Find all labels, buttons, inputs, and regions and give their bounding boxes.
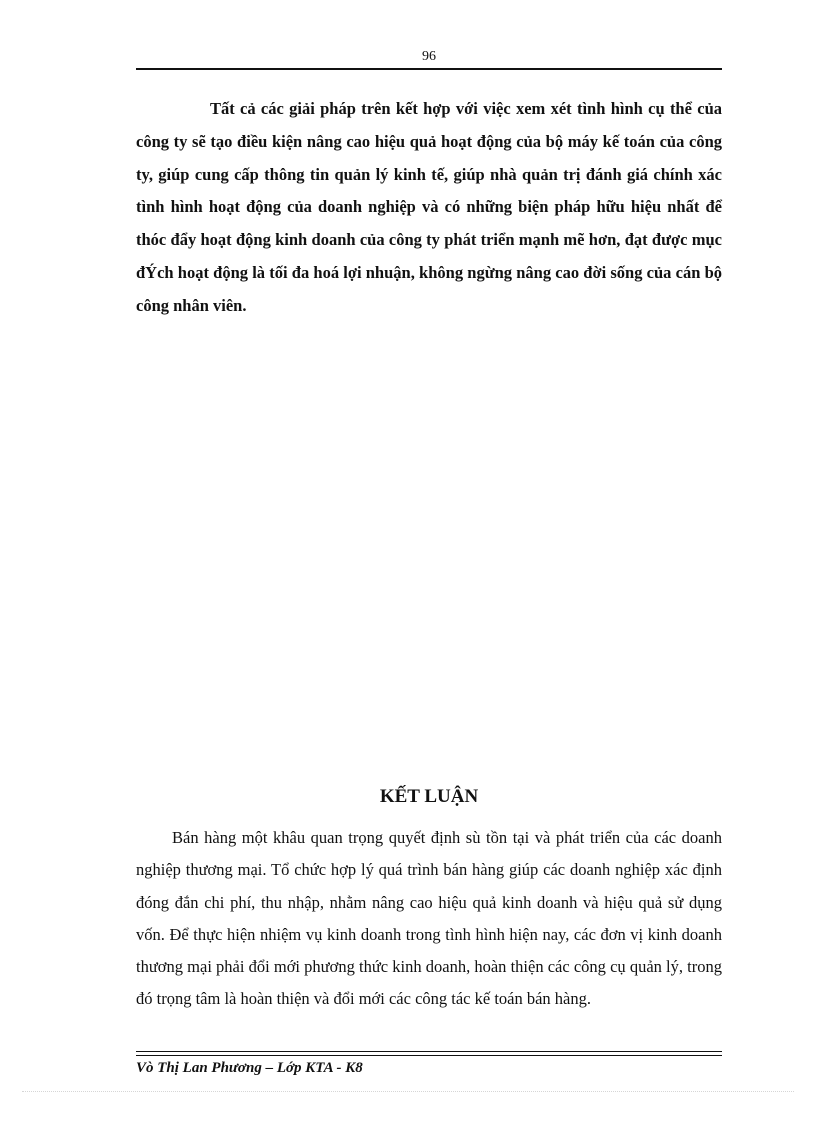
paragraph-1-text: Tất cả các giải pháp trên kết hợp với việc xem xét tình hình cụ thể của công ty sẽ tạo điều kiện nâng cao hiệu quả hoạt động của bộ máy kế toán của công ty, giúp cung cấp thông tin quản lý kinh tế, giúp nhà quản trị đánh giá chính xác tình hình hoạt động của doanh nghiệp và có những biện pháp hữu hiệu nhất để thóc đẩy hoạt động kinh doanh của công ty phát triển mạnh mẽ hơn, đạt được mục đÝch hoạt động là tối đa hoá lợi nhuận, không ngừng nâng cao đời sống của cán bộ công nhân viên. — [136, 99, 722, 315]
body-paragraph-2 — [136, 822, 722, 1016]
footer-author: Vò Thị Lan Phương – Lớp KTA - K8 — [136, 1060, 363, 1076]
footer-double-rule — [136, 1051, 722, 1056]
body-paragraph-1 — [136, 93, 722, 323]
page-edge-dotted-line — [22, 1091, 794, 1092]
header-rule — [136, 68, 722, 70]
paragraph-2-text: Bán hàng một khâu quan trọng quyết định sù tồn tại và phát triển của các doanh nghiệp thương mại. Tổ chức hợp lý quá trình bán hàng giúp các doanh nghiệp xác định đóng đắn chi phí, thu nhập, nhằm nâng cao hiệu quả kinh doanh và hiệu quả sử dụng vốn. Để thực hiện nhiệm vụ kinh doanh trong tình hình hiện nay, các đơn vị kinh doanh thương mại phải đổi mới phương thức kinh doanh, hoàn thiện các công cụ quản lý, trong đó trọng tâm là hoàn thiện và đổi mới các công tác kế toán bán hàng. — [136, 828, 722, 1009]
section-heading-conclusion: KẾT LUẬN — [379, 786, 479, 807]
page-number: 96 — [422, 49, 436, 64]
